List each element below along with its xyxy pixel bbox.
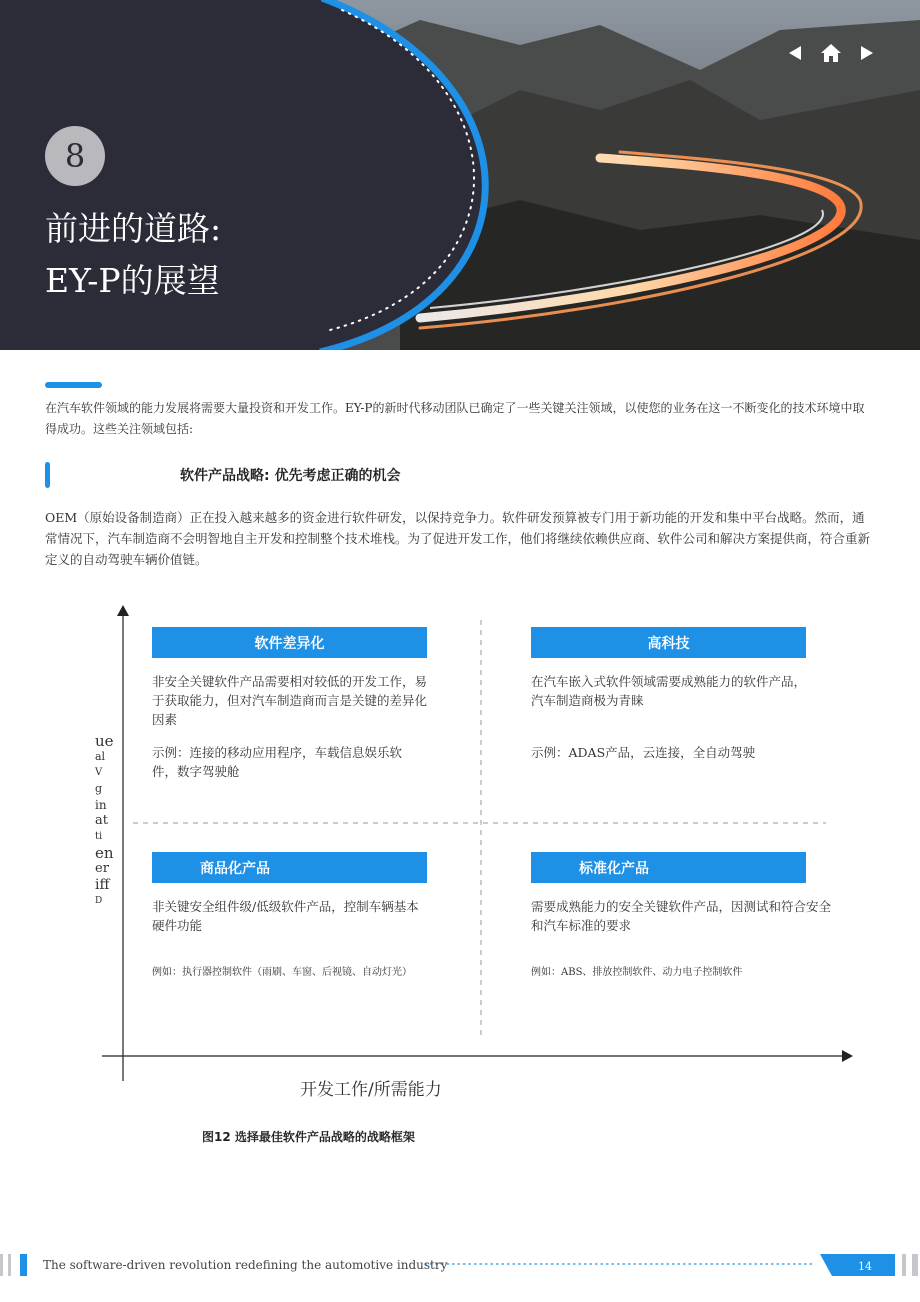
home-icon [820, 43, 842, 63]
quadrant-description: 需要成熟能力的安全关键软件产品，因测试和符合安全和汽车标准的要求 [531, 899, 832, 933]
home-button[interactable] [820, 42, 842, 64]
y-axis-fragment: er [95, 861, 109, 876]
section-title: 软件产品战略: 优先考虑正确的机会 [180, 468, 401, 484]
quadrant-description: 在汽车嵌入式软件领域需要成熟能力的软件产品，汽车制造商极为青睐 [531, 674, 807, 708]
chapter-number: 8 [64, 137, 86, 175]
page-number: 14 [858, 1260, 872, 1273]
section-accent-mark [45, 462, 50, 488]
y-axis-fragment: D [95, 896, 103, 906]
x-axis-label: 开发工作/所需能力 [300, 1080, 442, 1100]
quadrant-example: 例如：ABS、排放控制软件、动力电子控制软件 [531, 967, 743, 978]
quadrant-example: 示例：连接的移动应用程序，车载信息娱乐软件，数字驾驶舱 [152, 745, 403, 779]
x-axis-arrow [842, 1050, 853, 1062]
page-title-line1: 前进的道路: [45, 209, 222, 248]
quadrant-title: 商品化产品 [152, 852, 427, 883]
page-footer [0, 1250, 920, 1280]
chapter-number-badge [45, 126, 105, 186]
y-axis-fragment: ue [95, 732, 114, 750]
page-title [45, 203, 221, 307]
triangle-right-icon [860, 45, 874, 61]
quadrant-software-differentiation [152, 627, 442, 781]
y-axis-fragment: al [95, 750, 106, 763]
intro-accent-bar [45, 382, 102, 388]
page-title-line2: EY-P的展望 [45, 261, 220, 300]
quadrant-standardized [531, 852, 832, 981]
strategy-matrix [0, 600, 920, 1120]
footer-text: The software-driven revolution redefining the automotive industry [43, 1258, 448, 1272]
section-paragraph: OEM（原始设备制造商）正在投入越来越多的资金进行软件研发，以保持竞争力。软件研发预算被专门用于新功能的开发和集中平台战略。然而，通常情况下，汽车制造商不会明智地自主开发和控制整个技术堆栈。为了促进开发工作，他们将继续依赖供应商、软件公司和解决方案提供商，符合重新定义的自动驾驶车辆价值链。 [45, 510, 871, 567]
page-nav [784, 42, 878, 64]
y-axis-arrow [117, 605, 129, 616]
triangle-left-icon [788, 45, 802, 61]
hero-banner [0, 0, 920, 350]
quadrant-commoditized [152, 852, 442, 981]
quadrant-description: 非关键安全组件级/低级软件产品，控制车辆基本硬件功能 [152, 899, 419, 933]
y-axis-fragment: ti [95, 831, 103, 842]
y-axis-fragment: in [95, 798, 107, 812]
next-page-button[interactable] [856, 42, 878, 64]
y-axis-fragment: iff [95, 877, 110, 893]
y-axis-fragment: g [95, 782, 103, 795]
intro-paragraph: 在汽车软件领域的能力发展将需要大量投资和开发工作。EY-P的新时代移动团队已确定了一些关键关注领域，以使您的业务在这一不断变化的技术环境中取得成功。这些关注领域包括: [45, 401, 865, 436]
y-axis-fragment: at [95, 813, 108, 828]
quadrant-example: 例如：执行器控制软件（雨刷、车窗、后视镜、自动灯光） [152, 967, 412, 978]
prev-page-button[interactable] [784, 42, 806, 64]
y-axis-fragment: V [95, 767, 103, 778]
quadrant-title: 标准化产品 [531, 852, 806, 883]
quadrant-description: 非安全关键软件产品需要相对较低的开发工作，易于获取能力，但对汽车制造商而言是关键的差异化因素 [152, 674, 428, 727]
quadrant-high-tech [531, 627, 821, 762]
y-axis-fragment: en [95, 844, 114, 862]
y-axis-label [95, 733, 125, 909]
figure-caption: 图12 选择最佳软件产品战略的战略框架 [202, 1130, 415, 1144]
quadrant-title: 高科技 [531, 627, 806, 658]
quadrant-title: 软件差异化 [152, 627, 427, 658]
quadrant-example: 示例：ADAS产品，云连接，全自动驾驶 [531, 745, 756, 760]
